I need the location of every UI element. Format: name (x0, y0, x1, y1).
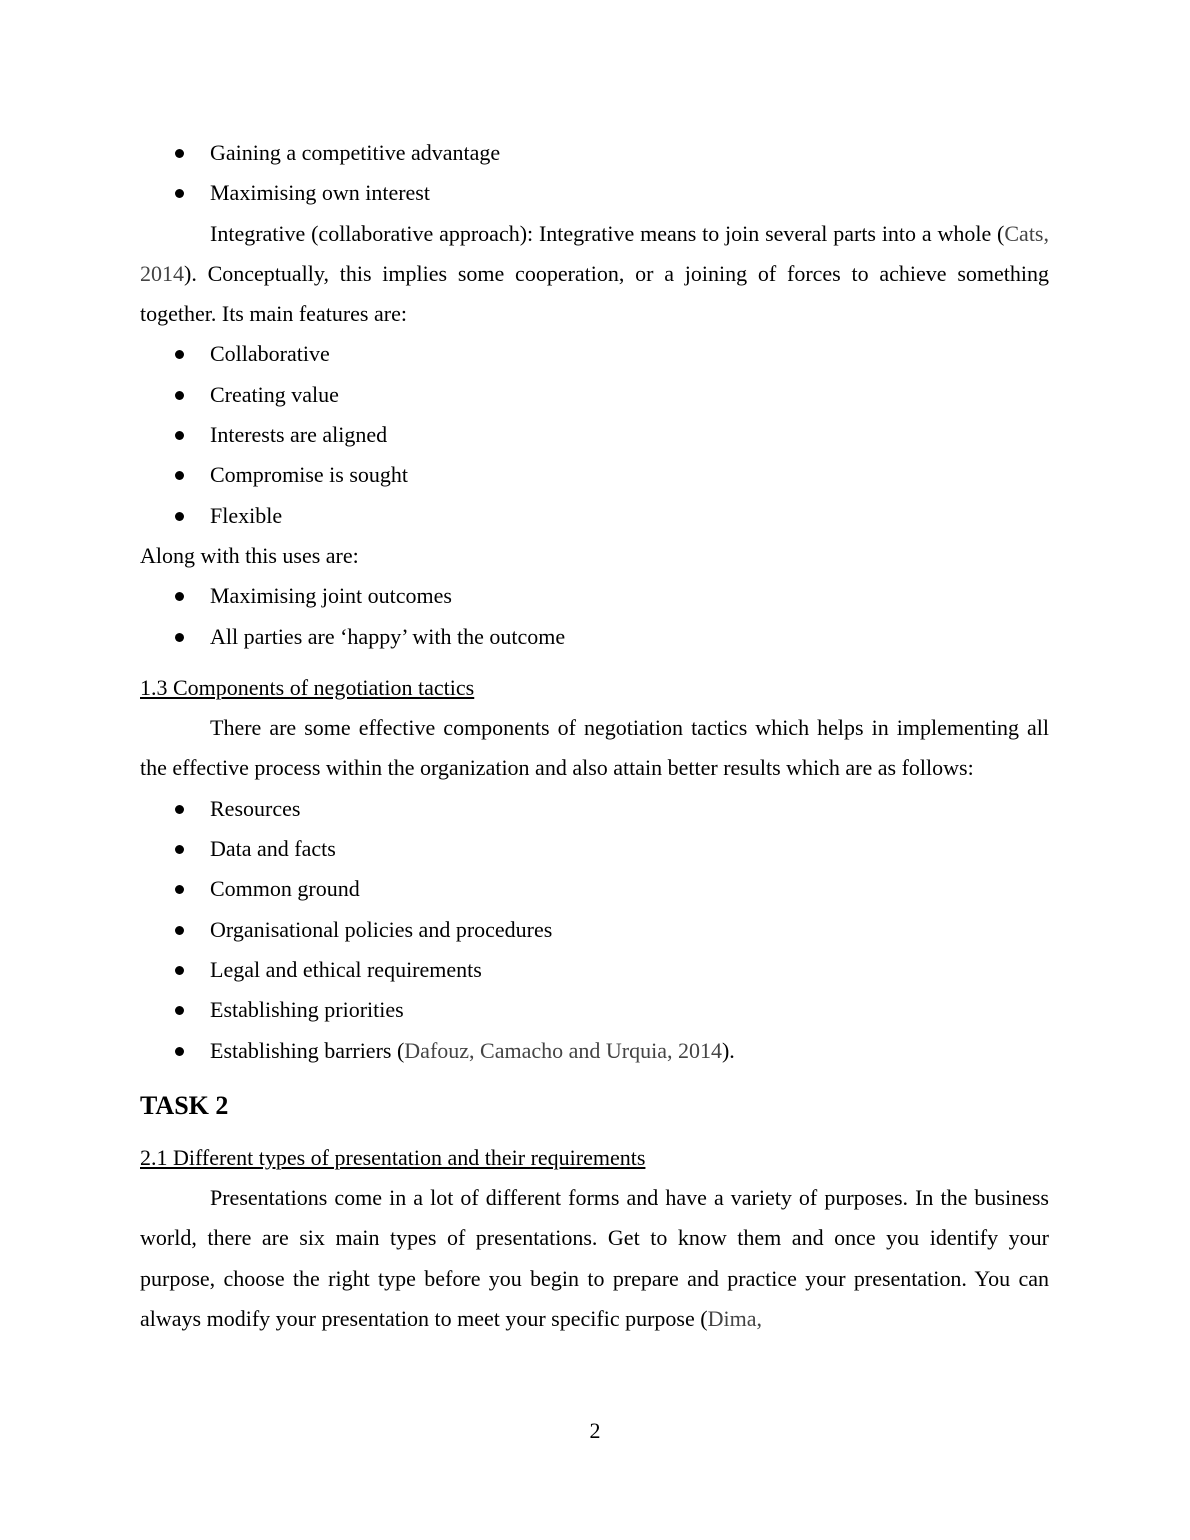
bullet-list-components (140, 789, 1049, 1071)
section-heading-1-3: 1.3 Components of negotiation tactics (140, 674, 475, 700)
list-item: Flexible (140, 496, 1049, 536)
document-page (140, 133, 1049, 1339)
bullet-list-distributive (140, 133, 1049, 214)
list-item: Creating value (140, 375, 1049, 415)
bullet-list-uses (140, 576, 1049, 657)
paragraph-text: ). Conceptually, this implies some cooperation, or a joining of forces to achieve something together. Its main features are: (140, 260, 1049, 327)
bullet-list-integrative-features (140, 334, 1049, 535)
list-item: Maximising own interest (140, 173, 1049, 213)
list-item-text: ). (721, 1037, 735, 1063)
citation: Dafouz, Camacho and Urquia, 2014 (404, 1037, 722, 1063)
list-item: Interests are aligned (140, 415, 1049, 455)
list-item: Collaborative (140, 334, 1049, 374)
list-item: Gaining a competitive advantage (140, 133, 1049, 173)
list-item: All parties are ‘happy’ with the outcome (140, 617, 1049, 657)
list-item: Maximising joint outcomes (140, 576, 1049, 616)
citation: Cats, 2014 (140, 220, 1049, 286)
paragraph-integrative (140, 214, 1049, 335)
list-item: Establishing priorities (140, 990, 1049, 1030)
task-heading: TASK 2 (140, 1090, 229, 1120)
list-item: Organisational policies and procedures (140, 910, 1049, 950)
uses-line: Along with this uses are: (140, 542, 359, 568)
list-item: Common ground (140, 869, 1049, 909)
paragraph-text: Presentations come in a lot of different forms and have a variety of purposes. In the business world, there are six main types of presentations. Get to know them and once you identify your purpose, choose the right type before you begin to prepare and practice your presentation. You can always modify your presentation to meet your specific purpose ( (140, 1185, 1049, 1332)
list-item-text: Establishing barriers ( (210, 1037, 405, 1063)
list-item (140, 1031, 1049, 1071)
page-number: 2 (589, 1418, 601, 1443)
paragraph-presentations (140, 1178, 1049, 1339)
paragraph-components: There are some effective components of negotiation tactics which helps in implementing all the effective process within the organization and also attain better results which are as follows: (140, 715, 1049, 781)
citation: Dima, (707, 1306, 762, 1332)
list-item: Legal and ethical requirements (140, 950, 1049, 990)
list-item: Resources (140, 789, 1049, 829)
list-item: Compromise is sought (140, 455, 1049, 495)
list-item: Data and facts (140, 829, 1049, 869)
section-heading-2-1: 2.1 Different types of presentation and their requirements (140, 1144, 646, 1170)
paragraph-text: Integrative (collaborative approach): Integrative means to join several parts into a whole ( (210, 220, 1005, 246)
